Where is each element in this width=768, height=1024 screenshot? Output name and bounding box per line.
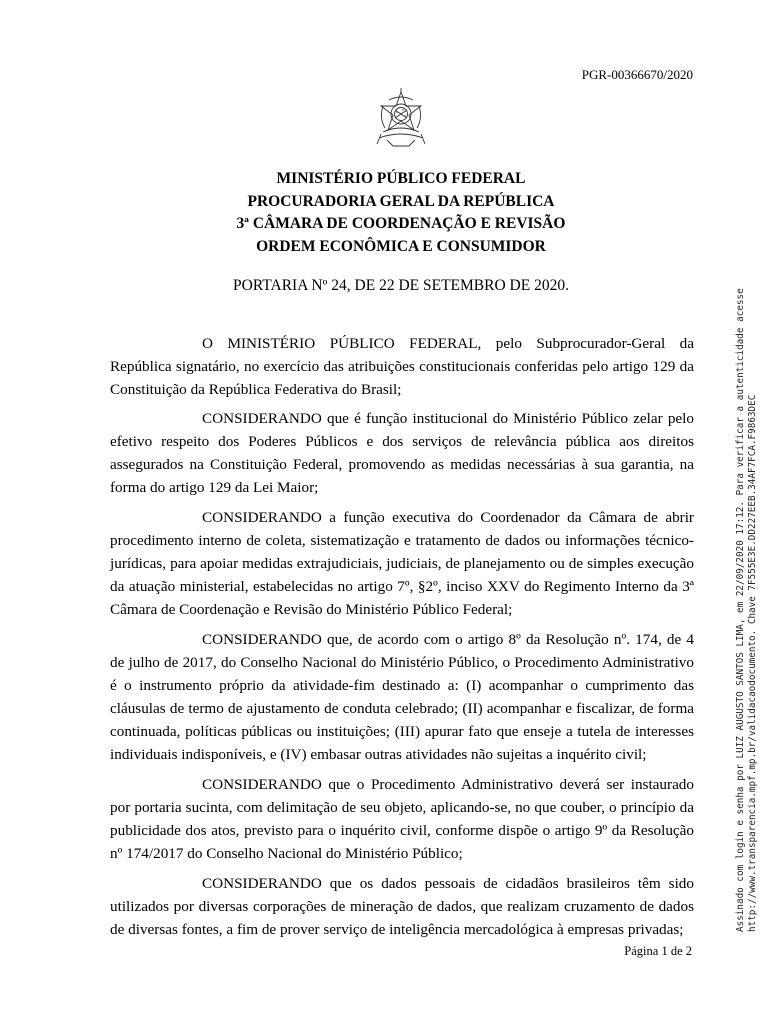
document-body: [110, 332, 694, 948]
stamp-line: Assinado com login e senha por LUIZ AUGUSTO SANTOS LIMA, em 22/09/2020 17:12. Para verificar a autenticidade acesse: [735, 288, 746, 932]
paragraph: CONSIDERANDO que o Procedimento Administrativo deverá ser instaurado por portaria sucinta, com delimitação de seu objeto, aplicando-se, no que couber, o princípio da publicidade dos atos, previsto para o inquérito civil, conforme dispõe o artigo 9º da Resolução nº 174/2017 do Conselho Nacional do Ministério Público;: [110, 776, 694, 862]
signature-stamp: [735, 242, 759, 932]
paragraph: O MINISTÉRIO PÚBLICO FEDERAL, pelo Subprocurador-Geral da República signatário, no exercício das atribuições constitucionais conferidas pelo artigo 129 da Constituição da República Federativa do Brasil;: [110, 335, 694, 398]
header-line: MINISTÉRIO PÚBLICO FEDERAL: [276, 170, 526, 187]
institution-header: [0, 168, 768, 258]
header-line: 3ª CÂMARA DE COORDENAÇÃO E REVISÃO: [236, 215, 566, 232]
header-line: ORDEM ECONÔMICA E CONSUMIDOR: [256, 237, 546, 255]
header-line: PROCURADORIA GERAL DA REPÚBLICA: [247, 192, 555, 210]
document-id: PGR-00366670/2020: [581, 67, 693, 82]
coat-of-arms-seal: [373, 88, 429, 152]
paragraph: CONSIDERANDO que os dados pessoais de cidadãos brasileiros têm sido utilizados por diversas corporações de mineração de dados, que realizam cruzamento de dados de diversas fontes, a fim de prover serviço de inteligência mercadológica à empresas privadas;: [110, 875, 694, 938]
paragraph: CONSIDERANDO que é função institucional do Ministério Público zelar pelo efetivo respeito dos Poderes Públicos e dos serviços de relevância pública aos direitos assegurados na Constituição Federal, promovendo as medidas necessárias à sua garantia, na forma do artigo 129 da Lei Maior;: [110, 410, 694, 496]
stamp-link[interactable]: http://www.transparencia.mpf.mp.br/validacaodocumento. Chave 7F555E3E.DD227EEB.34AF7FCA.F9863DEC: [747, 394, 758, 932]
portaria-title: PORTARIA Nº 24, DE 22 DE SETEMBRO DE 2020.: [233, 277, 569, 294]
paragraph: CONSIDERANDO que, de acordo com o artigo 8º da Resolução nº. 174, de 4 de julho de 2017, do Conselho Nacional do Ministério Público, o Procedimento Administrativo é o instrumento próprio da atividade-fim destinado a: (I) acompanhar o cumprimento das cláusulas de termo de ajustamento de conduta celebrado; (II) acompanhar e fiscalizar, de forma continuada, políticas públicas ou instituições; (III) apurar fato que enseje a tutela de interesses individuais indisponíveis, e (IV) embasar outras atividades não sujeitas a inquérito civil;: [110, 631, 694, 763]
paragraph: CONSIDERANDO a função executiva do Coordenador da Câmara de abrir procedimento interno de coleta, sistematização e tratamento de dados ou informações técnico-jurídicas, para apoiar medidas extrajudiciais, judiciais, de planejamento ou de simples execução da atuação ministerial, estabelecidas no artigo 7º, §2º, inciso XXV do Regimento Interno da 3ª Câmara de Coordenação e Revisão do Ministério Público Federal;: [110, 509, 694, 618]
page-number: Página 1 de 2: [624, 944, 692, 958]
